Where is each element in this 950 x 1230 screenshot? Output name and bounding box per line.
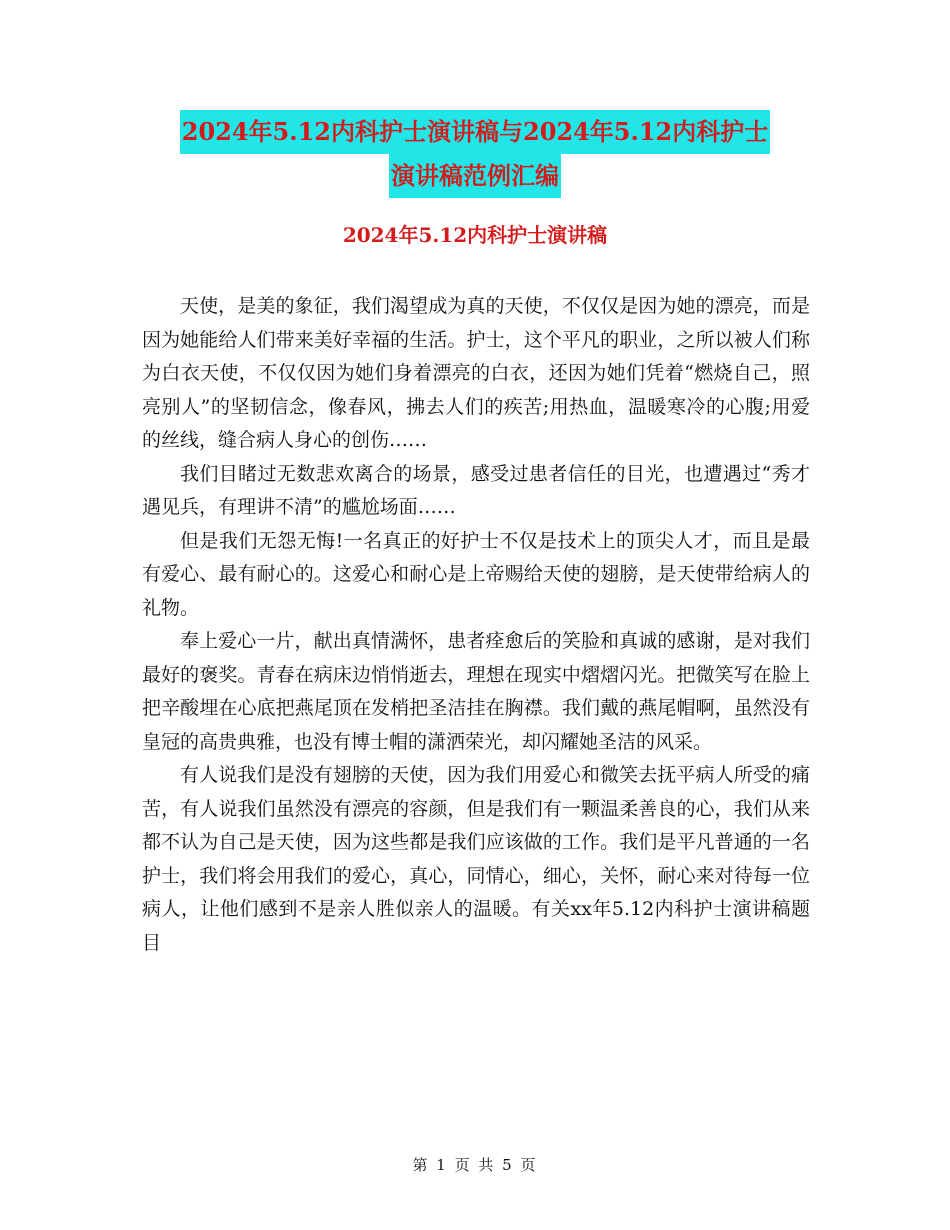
page-number-footer: 第 1 页 共 5 页 <box>412 1156 538 1174</box>
section-heading: 2024年5.12内科护士演讲稿 <box>342 223 608 247</box>
paragraph: 天使，是美的象征，我们渴望成为真的天使，不仅仅是因为她的漂亮，而是因为她能给人们带来美好幸福的生活。护士，这个平凡的职业，之所以被人们称为白衣天使，不仅仅因为她们身着漂亮的白衣，还因为她们凭着“燃烧自己，照亮别人”的坚韧信念，像春风，拂去人们的疾苦;用热血，温暖寒冷的心腹;用爱的丝线，缝合病人身心的创伤…… <box>142 295 810 451</box>
paragraph: 我们目睹过无数悲欢离合的场景，感受过患者信任的目光，也遭遇过“秀才遇见兵，有理讲不清”的尴尬场面…… <box>142 462 810 518</box>
title-line-1: 2024年5.12内科护士演讲稿与2024年5.12内科护士 <box>180 110 771 154</box>
paragraph: 奉上爱心一片，献出真情满怀，患者痊愈后的笑脸和真诚的感谢，是对我们最好的褒奖。青春在病床边悄悄逝去，理想在现实中熠熠闪光。把微笑写在脸上把辛酸埋在心底把燕尾顶在发梢把圣洁挂在胸襟。我们戴的燕尾帽啊，虽然没有皇冠的高贵典雅，也没有博士帽的潇洒荣光，却闪耀她圣洁的风采。 <box>142 630 810 753</box>
document-title <box>140 110 810 198</box>
body-text <box>142 290 810 960</box>
title-line-2: 演讲稿范例汇编 <box>389 154 561 198</box>
paragraph: 有人说我们是没有翅膀的天使，因为我们用爱心和微笑去抚平病人所受的痛苦，有人说我们虽然没有漂亮的容颜，但是我们有一颗温柔善良的心，我们从来都不认为自己是天使，因为这些都是我们应该做的工作。我们是平凡普通的一名护士，我们将会用我们的爱心，真心，同情心，细心，关怀，耐心来对待每一位病人，让他们感到不是亲人胜似亲人的温暖。有关xx年5.12内科护士演讲稿题目 <box>142 764 810 954</box>
paragraph: 但是我们无怨无悔!一名真正的好护士不仅是技术上的顶尖人才，而且是最有爱心、最有耐心的。这爱心和耐心是上帝赐给天使的翅膀，是天使带给病人的礼物。 <box>142 529 810 619</box>
